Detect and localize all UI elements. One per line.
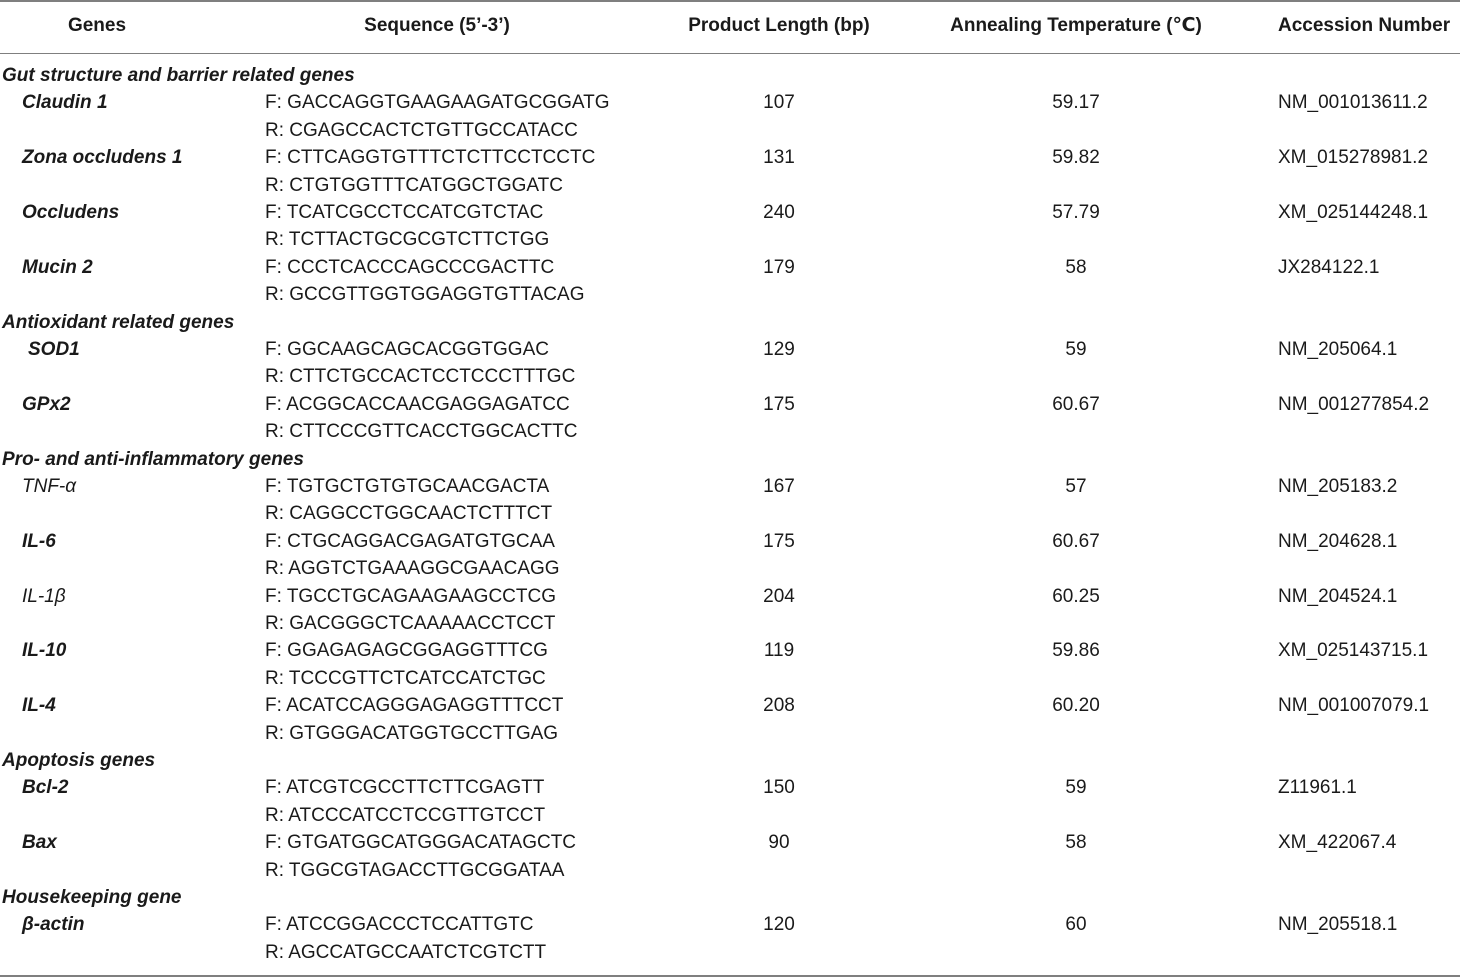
section-title: Gut structure and barrier related genes xyxy=(2,65,355,86)
product-length: 240 xyxy=(763,202,795,223)
accession-number: NM_001007079.1 xyxy=(1278,695,1430,716)
reverse-primer: R: GCCGTTGGTGGAGGTGTTACAG xyxy=(265,284,585,305)
table-top-rule xyxy=(0,0,1460,2)
product-length: 208 xyxy=(763,695,795,716)
section-title: Pro- and anti-inflammatory genes xyxy=(2,449,304,470)
section-title: Antioxidant related genes xyxy=(2,312,235,333)
forward-primer: F: CTTCAGGTGTTTCTCTTCCTCCTC xyxy=(265,147,596,168)
reverse-primer: R: CTTCTGCCACTCCTCCCTTTGC xyxy=(265,366,576,387)
forward-primer: F: CTGCAGGACGAGATGTGCAA xyxy=(265,531,555,552)
product-length: 119 xyxy=(763,640,795,661)
section-title: Apoptosis genes xyxy=(2,750,156,771)
header-product-length: Product Length (bp) xyxy=(688,15,870,36)
product-length: 175 xyxy=(763,394,795,415)
annealing-temperature: 60.67 xyxy=(1052,531,1100,552)
forward-primer: F: ATCCGGACCCTCCATTGTC xyxy=(265,914,534,935)
annealing-temperature: 58 xyxy=(1065,832,1087,853)
gene-name: IL-10 xyxy=(22,640,67,661)
forward-primer: F: ATCGTCGCCTTCTTCGAGTT xyxy=(265,777,545,798)
reverse-primer: R: GTGGGACATGGTGCCTTGAG xyxy=(265,723,559,744)
header-accession-number: Accession Number xyxy=(1278,15,1451,36)
reverse-primer: R: TCTTACTGCGCGTCTTCTGG xyxy=(265,229,550,250)
reverse-primer: R: TCCCGTTCTCATCCATCTGC xyxy=(265,668,546,689)
accession-number: NM_001277854.2 xyxy=(1278,394,1430,415)
reverse-primer: R: TGGCGTAGACCTTGCGGATAA xyxy=(265,860,565,881)
table-bottom-rule xyxy=(0,975,1460,977)
reverse-primer: R: CTGTGGTTTCATGGCTGGATC xyxy=(265,175,563,196)
forward-primer: F: TCATCGCCTCCATCGTCTAC xyxy=(265,202,544,223)
reverse-primer: R: CGAGCCACTCTGTTGCCATACC xyxy=(265,120,578,141)
annealing-temperature: 60.67 xyxy=(1052,394,1100,415)
gene-name: Mucin 2 xyxy=(22,257,93,278)
gene-name: IL-6 xyxy=(22,531,56,552)
product-length: 107 xyxy=(763,92,795,113)
accession-number: JX284122.1 xyxy=(1278,257,1380,278)
gene-name: IL-4 xyxy=(22,695,56,716)
accession-number: XM_015278981.2 xyxy=(1278,147,1429,168)
gene-name: IL-1β xyxy=(22,586,66,607)
accession-number: XM_422067.4 xyxy=(1278,832,1397,853)
product-length: 90 xyxy=(768,832,790,853)
accession-number: NM_204524.1 xyxy=(1278,586,1398,607)
annealing-temperature: 59.82 xyxy=(1052,147,1100,168)
accession-number: NM_204628.1 xyxy=(1278,531,1398,552)
gene-name: Bcl-2 xyxy=(22,777,69,798)
section-title: Housekeeping gene xyxy=(2,887,182,908)
annealing-temperature: 59 xyxy=(1065,339,1087,360)
annealing-temperature: 58 xyxy=(1065,257,1087,278)
reverse-primer: R: AGCCATGCCAATCTCGTCTT xyxy=(265,942,547,963)
product-length: 204 xyxy=(763,586,795,607)
accession-number: XM_025143715.1 xyxy=(1278,640,1429,661)
annealing-temperature: 59.17 xyxy=(1052,92,1100,113)
annealing-temperature: 60.20 xyxy=(1052,695,1100,716)
reverse-primer: R: CAGGCCTGGCAACTCTTTCT xyxy=(265,503,553,524)
gene-name: Occludens xyxy=(22,202,120,223)
gene-name: TNF-α xyxy=(22,476,77,497)
product-length: 131 xyxy=(763,147,795,168)
product-length: 129 xyxy=(763,339,795,360)
annealing-temperature: 57.79 xyxy=(1052,202,1100,223)
forward-primer: F: GGCAAGCAGCACGGTGGAC xyxy=(265,339,549,360)
accession-number: XM_025144248.1 xyxy=(1278,202,1429,223)
header-genes: Genes xyxy=(67,15,127,36)
gene-name: Claudin 1 xyxy=(22,92,108,113)
accession-number: NM_001013611.2 xyxy=(1278,92,1428,113)
gene-name: SOD1 xyxy=(28,339,80,360)
accession-number: NM_205518.1 xyxy=(1278,914,1398,935)
forward-primer: F: GGAGAGAGCGGAGGTTTCG xyxy=(265,640,548,661)
reverse-primer: R: ATCCCATCCTCCGTTGTCCT xyxy=(265,805,546,826)
reverse-primer: R: AGGTCTGAAAGGCGAACAGG xyxy=(265,558,560,579)
forward-primer: F: TGCCTGCAGAAGAAGCCTCG xyxy=(265,586,557,607)
accession-number: NM_205183.2 xyxy=(1278,476,1398,497)
header-sequence: Sequence (5’-3’) xyxy=(364,15,510,36)
annealing-temperature: 57 xyxy=(1065,476,1087,497)
forward-primer: F: ACATCCAGGGAGAGGTTTCCT xyxy=(265,695,564,716)
product-length: 175 xyxy=(763,531,795,552)
accession-number: Z11961.1 xyxy=(1278,777,1357,798)
reverse-primer: R: CTTCCCGTTCACCTGGCACTTC xyxy=(265,421,578,442)
annealing-temperature: 59 xyxy=(1065,777,1087,798)
forward-primer: F: GTGATGGCATGGGACATAGCTC xyxy=(265,832,577,853)
forward-primer: F: CCCTCACCCAGCCCGACTTC xyxy=(265,257,555,278)
reverse-primer: R: GACGGGCTCAAAAACCTCCT xyxy=(265,613,556,634)
product-length: 167 xyxy=(763,476,795,497)
accession-number: NM_205064.1 xyxy=(1278,339,1398,360)
forward-primer: F: ACGGCACCAACGAGGAGATCC xyxy=(265,394,570,415)
gene-name: GPx2 xyxy=(22,394,71,415)
product-length: 150 xyxy=(763,777,795,798)
product-length: 179 xyxy=(763,257,795,278)
product-length: 120 xyxy=(763,914,795,935)
gene-name: β-actin xyxy=(22,914,85,935)
forward-primer: F: GACCAGGTGAAGAAGATGCGGATG xyxy=(265,92,610,113)
forward-primer: F: TGTGCTGTGTGCAACGACTA xyxy=(265,476,550,497)
annealing-temperature: 59.86 xyxy=(1052,640,1100,661)
table-header-rule xyxy=(0,53,1460,54)
annealing-temperature: 60 xyxy=(1065,914,1087,935)
header-annealing-temperature: Annealing Temperature (℃) xyxy=(950,15,1202,36)
gene-name: Zona occludens 1 xyxy=(22,147,183,168)
gene-name: Bax xyxy=(22,832,57,853)
annealing-temperature: 60.25 xyxy=(1052,586,1100,607)
